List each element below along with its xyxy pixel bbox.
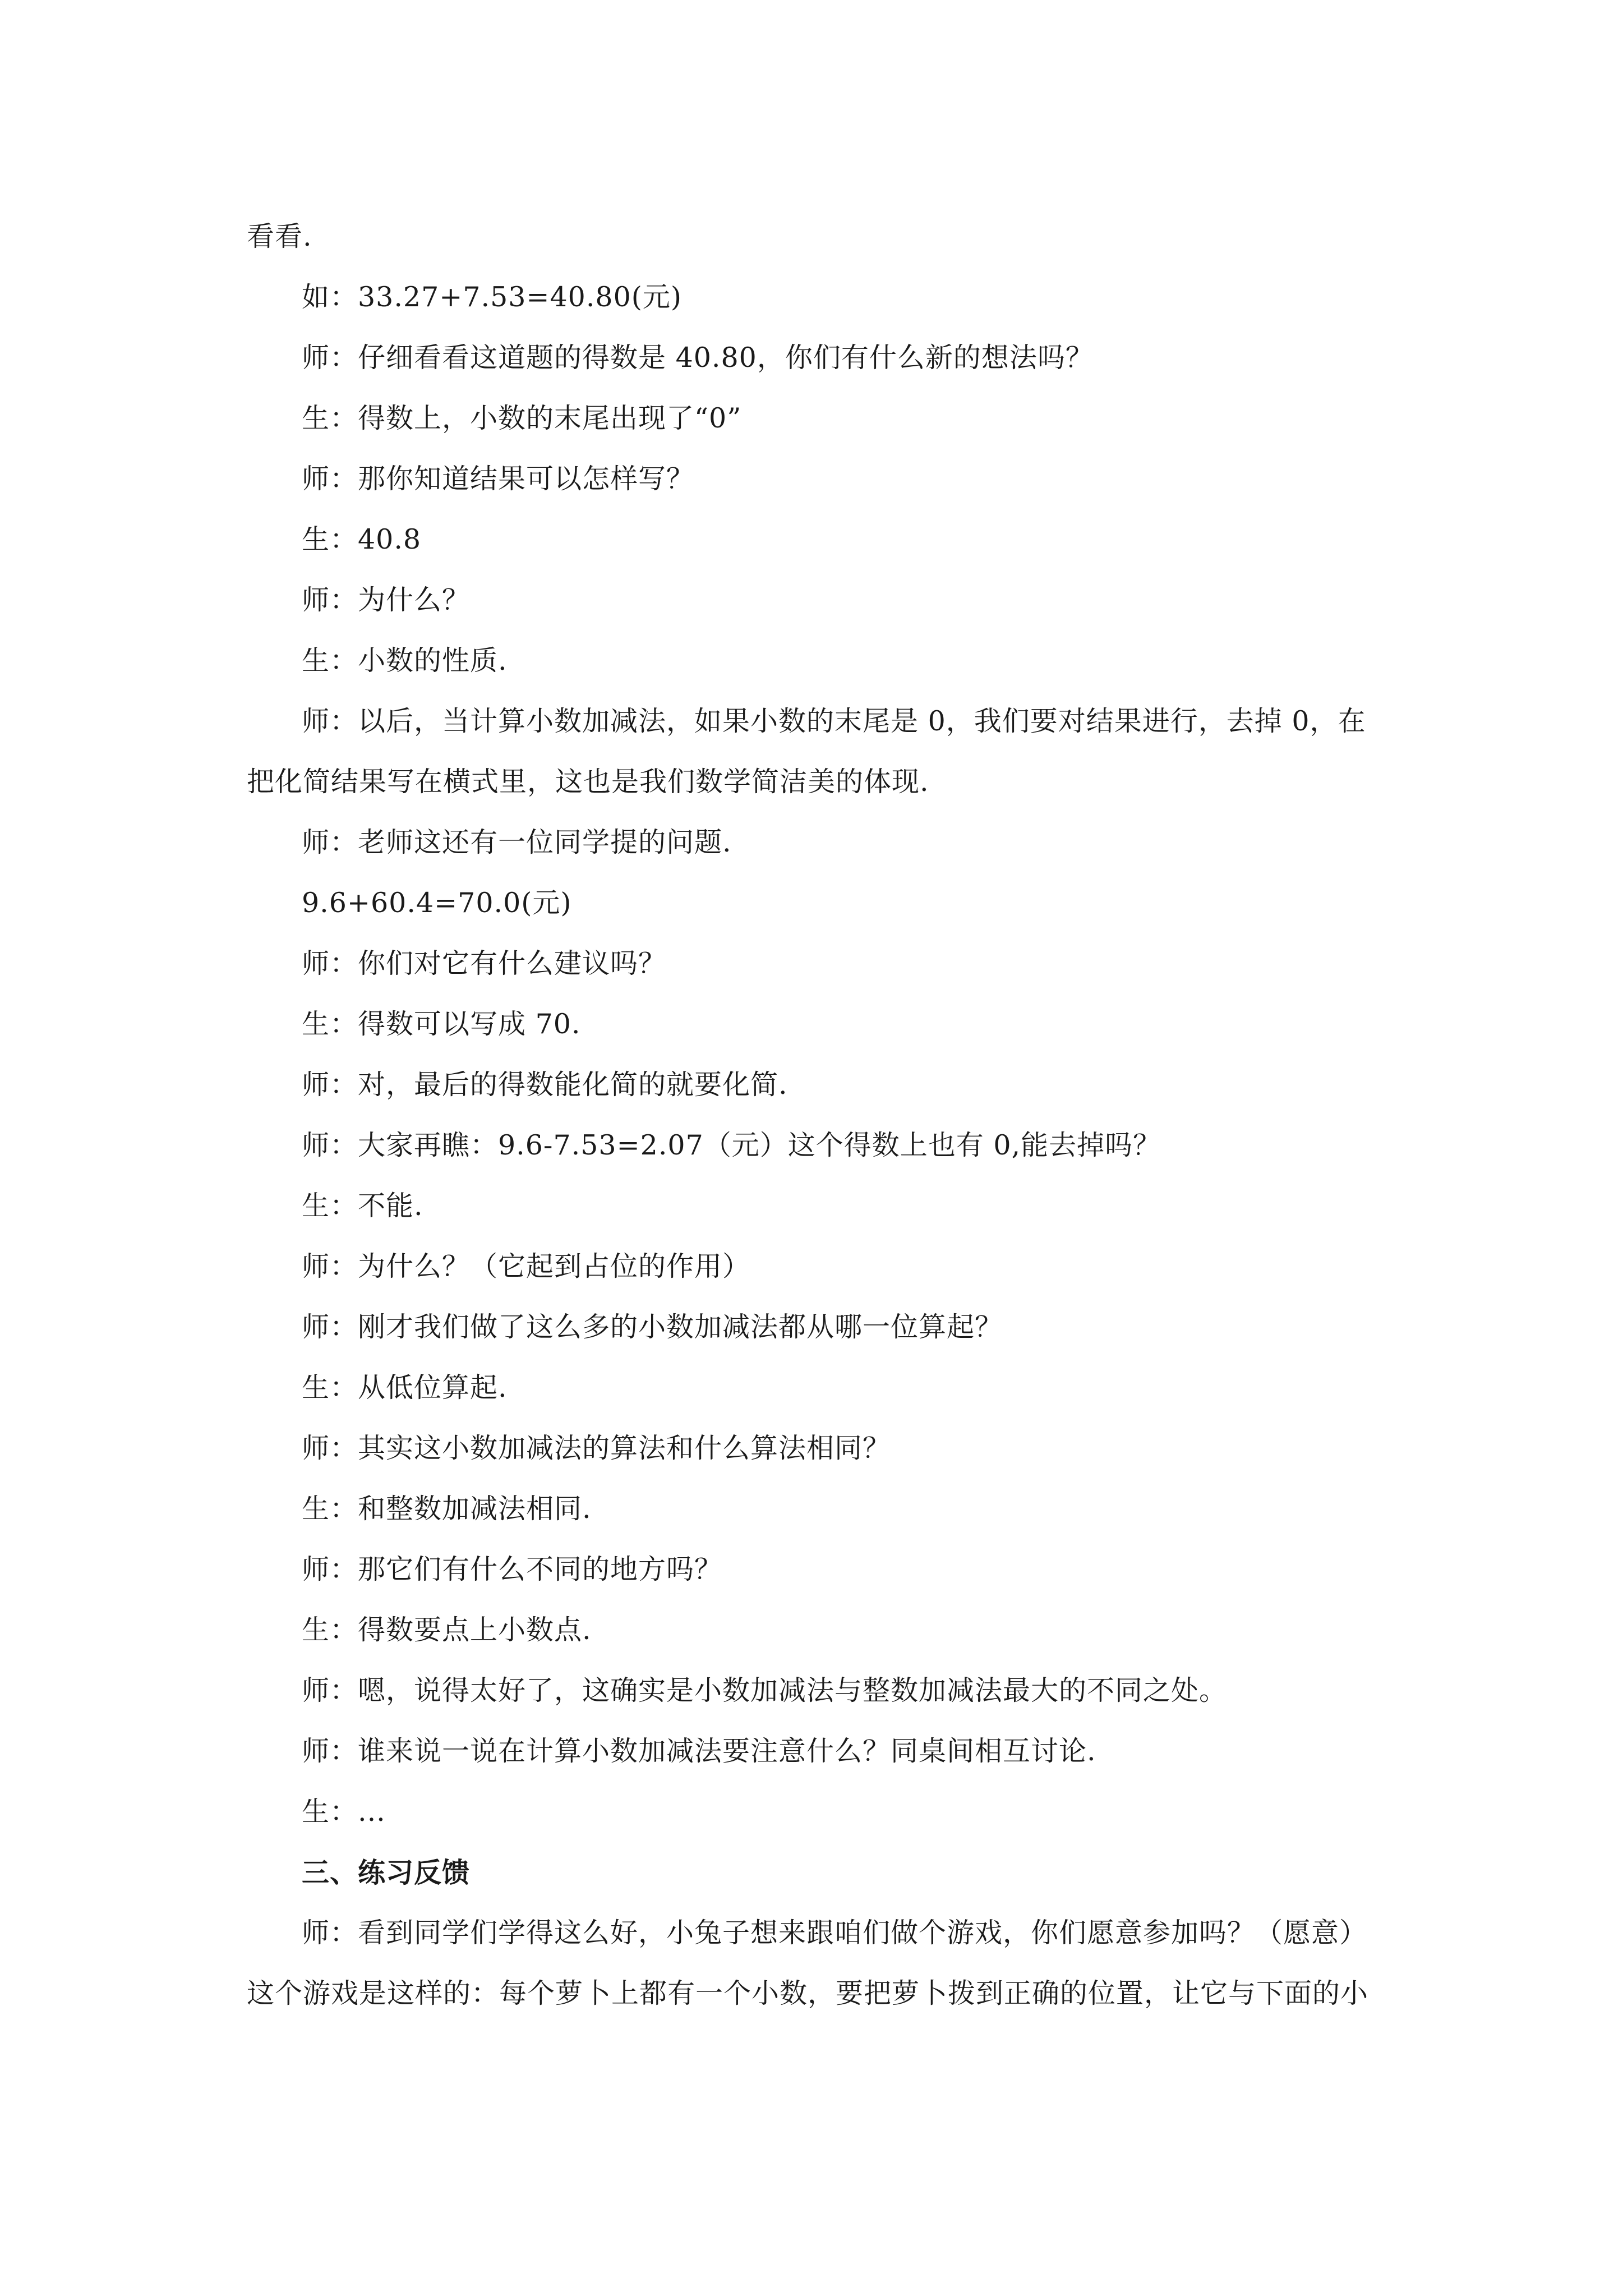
text-line: 师：看到同学们学得这么好，小兔子想来跟咱们做个游戏，你们愿意参加吗？（愿意） bbox=[302, 1917, 1368, 1949]
text-line: 师：谁来说一说在计算小数加减法要注意什么？同桌间相互讨论. bbox=[302, 1735, 1096, 1767]
text-line: 生：... bbox=[302, 1796, 386, 1828]
text-line: 师：为什么？ bbox=[302, 584, 471, 616]
text-line: 把化简结果写在横式里，这也是我们数学简洁美的体现. bbox=[247, 766, 929, 798]
text-line: 师：仔细看看这道题的得数是 40.80，你们有什么新的想法吗？ bbox=[302, 342, 1094, 374]
text-line: 生：得数上，小数的末尾出现了“0” bbox=[302, 402, 742, 434]
text-line: 如：33.27+7.53=40.80(元) bbox=[302, 281, 683, 313]
text-line: 生：40.8 bbox=[302, 523, 422, 555]
text-line: 师：刚才我们做了这么多的小数加减法都从哪一位算起？ bbox=[302, 1311, 1003, 1343]
text-line: 9.6+60.4=70.0(元) bbox=[302, 887, 572, 919]
text-line: 师：那它们有什么不同的地方吗？ bbox=[302, 1553, 723, 1585]
text-line: 这个游戏是这样的：每个萝卜上都有一个小数，要把萝卜拨到正确的位置，让它与下面的小 bbox=[247, 1977, 1369, 2009]
text-line: 师：以后，当计算小数加减法，如果小数的末尾是 0，我们要对结果进行，去掉 0，在 bbox=[302, 705, 1366, 737]
text-line: 生：小数的性质. bbox=[302, 645, 508, 677]
text-line: 生：得数要点上小数点. bbox=[302, 1614, 592, 1646]
text-line: 师：其实这小数加减法的算法和什么算法相同？ bbox=[302, 1432, 891, 1464]
text-line: 师：老师这还有一位同学提的问题. bbox=[302, 826, 732, 858]
text-line: 生：和整数加减法相同. bbox=[302, 1493, 592, 1525]
document-body bbox=[247, 206, 1380, 2024]
text-line: 师：嗯，说得太好了，这确实是小数加减法与整数加减法最大的不同之处。 bbox=[302, 1674, 1228, 1706]
text-line: 生：得数可以写成 70. bbox=[302, 1008, 581, 1040]
section-heading: 三、练习反馈 bbox=[302, 1856, 471, 1889]
text-line: 生：不能. bbox=[302, 1190, 423, 1222]
text-line: 师：大家再瞧：9.6-7.53=2.07（元）这个得数上也有 0,能去掉吗？ bbox=[302, 1129, 1161, 1161]
text-line: 生：从低位算起. bbox=[302, 1372, 508, 1404]
text-line: 师：你们对它有什么建议吗？ bbox=[302, 947, 667, 979]
text-line: 看看. bbox=[247, 220, 312, 252]
text-line: 师：为什么？（它起到占位的作用） bbox=[302, 1250, 751, 1282]
text-line: 师：那你知道结果可以怎样写？ bbox=[302, 463, 695, 495]
text-line: 师：对，最后的得数能化简的就要化简. bbox=[302, 1069, 788, 1101]
